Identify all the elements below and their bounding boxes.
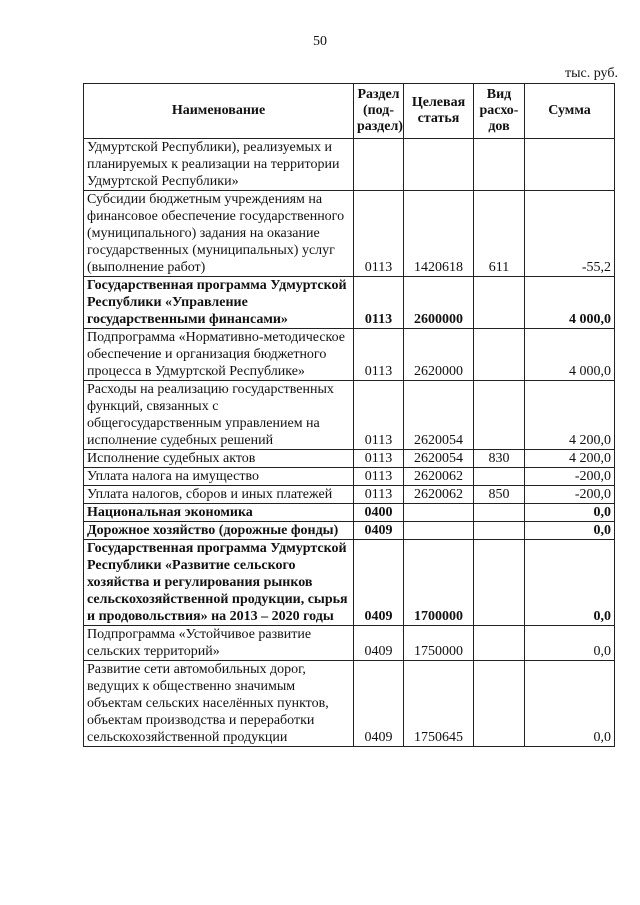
table-row: [84, 139, 615, 191]
cell-amount: 0,0: [525, 661, 615, 747]
table-row: [84, 486, 615, 504]
table-header-row: [84, 84, 615, 139]
cell-amount: 4 000,0: [525, 329, 615, 381]
table-row: [84, 277, 615, 329]
cell-expense-type: 611: [474, 191, 525, 277]
cell-name: Государственная программа Удмуртской Республики «Развитие сельского хозяйства и регулирования рынков сельскохозяйственной продукции, сырья и продовольствия» на 2013 – 2020 годы: [84, 540, 354, 626]
cell-amount: 0,0: [525, 522, 615, 540]
cell-amount: 4 200,0: [525, 381, 615, 450]
cell-section: 0409: [354, 661, 404, 747]
cell-name: Удмуртской Республики), реализуемых и планируемых к реализации на территории Удмуртской Республики»: [84, 139, 354, 191]
cell-amount: 0,0: [525, 504, 615, 522]
units-label: тыс. руб.: [565, 66, 618, 81]
cell-expense-type: [474, 468, 525, 486]
cell-target: 1750000: [404, 626, 474, 661]
cell-amount: -55,2: [525, 191, 615, 277]
cell-target: 2620062: [404, 486, 474, 504]
cell-section: 0409: [354, 626, 404, 661]
table-row: [84, 191, 615, 277]
cell-amount: -200,0: [525, 486, 615, 504]
table-row: [84, 540, 615, 626]
cell-section: 0113: [354, 381, 404, 450]
cell-name: Подпрограмма «Нормативно-методическое обеспечение и организация бюджетного процесса в Удмуртской Республике»: [84, 329, 354, 381]
cell-name: Национальная экономика: [84, 504, 354, 522]
table-row: [84, 661, 615, 747]
cell-expense-type: [474, 626, 525, 661]
cell-expense-type: [474, 522, 525, 540]
cell-section: 0113: [354, 468, 404, 486]
cell-expense-type: 830: [474, 450, 525, 468]
cell-target: 2620062: [404, 468, 474, 486]
cell-amount: 0,0: [525, 626, 615, 661]
cell-name: Уплата налога на имущество: [84, 468, 354, 486]
cell-target: 2620000: [404, 329, 474, 381]
cell-expense-type: [474, 661, 525, 747]
cell-amount: 0,0: [525, 540, 615, 626]
cell-section: 0409: [354, 522, 404, 540]
cell-section: [354, 139, 404, 191]
table-row: [84, 329, 615, 381]
page-number: 50: [313, 34, 327, 49]
cell-expense-type: [474, 329, 525, 381]
cell-name: Дорожное хозяйство (дорожные фонды): [84, 522, 354, 540]
cell-name: Уплата налогов, сборов и иных платежей: [84, 486, 354, 504]
cell-expense-type: [474, 504, 525, 522]
cell-target: [404, 139, 474, 191]
cell-amount: 4 000,0: [525, 277, 615, 329]
table-row: [84, 450, 615, 468]
cell-section: 0113: [354, 486, 404, 504]
cell-name: Исполнение судебных актов: [84, 450, 354, 468]
budget-table: [83, 83, 615, 747]
cell-amount: 4 200,0: [525, 450, 615, 468]
table-row: [84, 626, 615, 661]
cell-section: 0113: [354, 277, 404, 329]
table-row: [84, 381, 615, 450]
table-row: [84, 504, 615, 522]
header-name: Наименование: [84, 84, 354, 139]
cell-amount: [525, 139, 615, 191]
cell-expense-type: [474, 139, 525, 191]
header-section: Раздел (под-раздел): [354, 84, 404, 139]
cell-target: 2600000: [404, 277, 474, 329]
table-row: [84, 522, 615, 540]
cell-target: 2620054: [404, 450, 474, 468]
cell-expense-type: 850: [474, 486, 525, 504]
cell-expense-type: [474, 381, 525, 450]
cell-section: 0113: [354, 329, 404, 381]
table-body: [84, 139, 615, 747]
cell-section: 0113: [354, 450, 404, 468]
cell-name: Государственная программа Удмуртской Республики «Управление государственными финансами»: [84, 277, 354, 329]
cell-target: 1750645: [404, 661, 474, 747]
header-expense-type: Вид расхо-дов: [474, 84, 525, 139]
cell-section: 0409: [354, 540, 404, 626]
cell-name: Расходы на реализацию государственных функций, связанных с общегосударственным управлением на исполнение судебных решений: [84, 381, 354, 450]
cell-expense-type: [474, 277, 525, 329]
header-amount: Сумма: [525, 84, 615, 139]
cell-section: 0113: [354, 191, 404, 277]
cell-expense-type: [474, 540, 525, 626]
header-target: Целевая статья: [404, 84, 474, 139]
cell-name: Субсидии бюджетным учреждениям на финансовое обеспечение государственного (муниципального) задания на оказание государственных (муниципальных) услуг (выполнение работ): [84, 191, 354, 277]
cell-target: [404, 522, 474, 540]
table-row: [84, 468, 615, 486]
cell-target: 1700000: [404, 540, 474, 626]
cell-name: Развитие сети автомобильных дорог, ведущих к общественно значимым объектам сельских населённых пунктов, объектам производства и переработки сельскохозяйственной продукции: [84, 661, 354, 747]
cell-target: [404, 504, 474, 522]
cell-amount: -200,0: [525, 468, 615, 486]
cell-section: 0400: [354, 504, 404, 522]
cell-target: 1420618: [404, 191, 474, 277]
cell-target: 2620054: [404, 381, 474, 450]
cell-name: Подпрограмма «Устойчивое развитие сельских территорий»: [84, 626, 354, 661]
